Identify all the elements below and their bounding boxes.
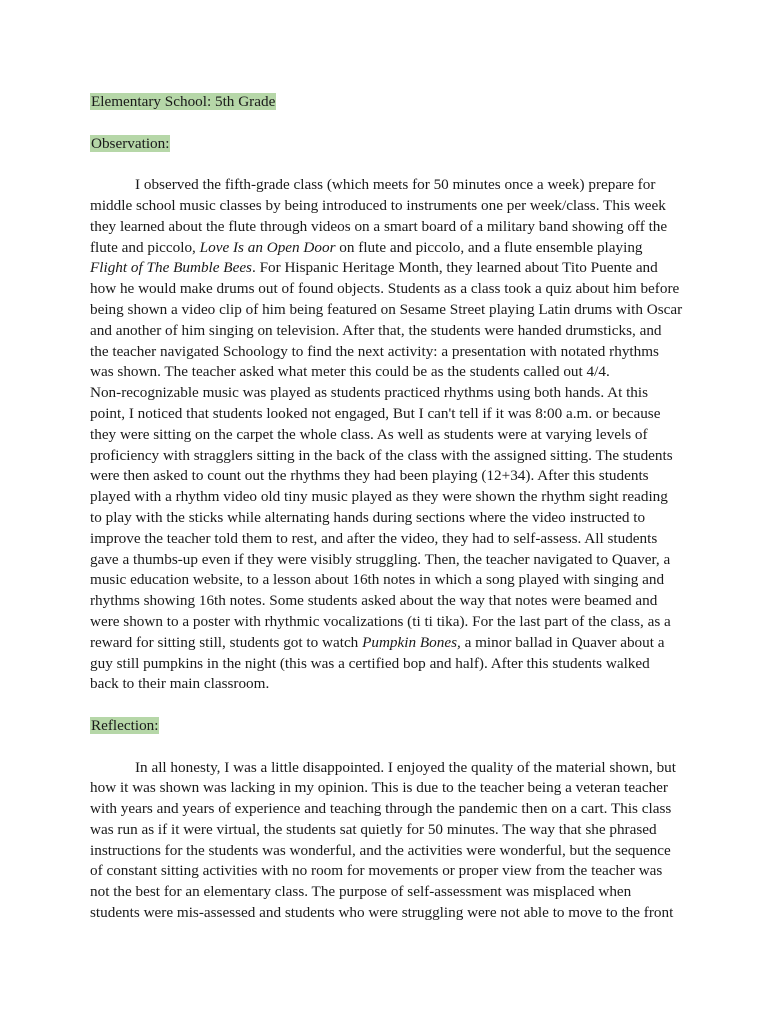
paragraph-line: students were mis-assessed and students who were struggling were not able to move to the front xyxy=(90,904,674,922)
spacer xyxy=(90,113,686,134)
paragraph-line: back to their main classroom. xyxy=(90,675,270,693)
paragraph-line: were shown to a poster with rhythmic vocalizations (ti ti tika). For the last part of the class, as a xyxy=(90,612,671,630)
paragraph-line: reward for sitting still, students got to watch Pumpkin Bones, a minor ballad in Quaver about a xyxy=(90,633,665,651)
document-heading xyxy=(90,92,686,113)
reflection-paragraph xyxy=(90,758,686,924)
paragraph-line: of constant sitting activities with no room for movements or proper view from the teacher was xyxy=(90,862,663,880)
paragraph-line: the teacher navigated Schoology to find the next activity: a presentation with notated rhythms xyxy=(90,342,659,360)
reflection-heading xyxy=(90,716,686,737)
paragraph-line: proficiency with stragglers sitting in the back of the class with the assigned sitting. The students xyxy=(90,446,673,464)
observation-paragraph xyxy=(90,175,686,695)
italic-title: Pumpkin Bones, xyxy=(362,633,461,651)
paragraph-line: Non-recognizable music was played as students practiced rhythms using both hands. At this xyxy=(90,384,649,402)
paragraph-line: how he would make drums out of found objects. Students as a class took a quiz about him before xyxy=(90,280,680,298)
paragraph-line: improve the teacher told them to rest, and after the video, they had to self-assess. All students xyxy=(90,529,658,547)
paragraph-line: was run as if it were virtual, the students sat quietly for 50 minutes. The way that she phrased xyxy=(90,820,657,838)
spacer xyxy=(90,695,686,716)
paragraph-line: middle school music classes by being introduced to instruments one per week/class. This week xyxy=(90,196,666,214)
observation-heading-text: Observation: xyxy=(91,134,170,152)
paragraph-line: gave a thumbs-up even if they were visibly struggling. Then, the teacher navigated to Quaver, a xyxy=(90,550,671,568)
paragraph-line: instructions for the students was wonderful, and the activities were wonderful, but the sequence xyxy=(90,841,671,859)
spacer xyxy=(90,154,686,175)
paragraph-line: was shown. The teacher asked what meter this could be as the students called out 4/4. xyxy=(90,363,610,381)
paragraph-line: rhythms showing 16th notes. Some students asked about the way that notes were beamed and xyxy=(90,592,658,610)
paragraph-line: flute and piccolo, Love Is an Open Door on flute and piccolo, and a flute ensemble playing xyxy=(90,238,643,256)
document-page xyxy=(90,92,686,924)
paragraph-line: In all honesty, I was a little disappointed. I enjoyed the quality of the material shown, but xyxy=(135,758,676,776)
paragraph-line: I observed the fifth-grade class (which meets for 50 minutes once a week) prepare for xyxy=(135,176,656,194)
document-heading-text: Elementary School: 5th Grade xyxy=(91,93,276,110)
paragraph-line: to play with the sticks while alternating hands during sections where the video instructed to xyxy=(90,508,646,526)
paragraph-line: were then asked to count out the rhythms they had been playing (12+34). After this students xyxy=(90,467,649,485)
observation-heading xyxy=(90,134,686,155)
paragraph-line: not the best for an elementary class. The purpose of self-assessment was misplaced when xyxy=(90,883,632,901)
reflection-heading-text: Reflection: xyxy=(91,716,159,734)
paragraph-line: with years and years of experience and teaching through the pandemic then on a cart. This class xyxy=(90,800,672,818)
paragraph-line: and another of him singing on television. After that, the students were handed drumsticks, and xyxy=(90,321,662,339)
paragraph-line: being shown a video clip of him being featured on Sesame Street playing Latin drums with Oscar xyxy=(90,300,683,318)
paragraph-line: how it was shown was lacking in my opinion. This is due to the teacher being a veteran teacher xyxy=(90,779,668,797)
paragraph-line: they were sitting on the carpet the whole class. As well as students were at varying levels of xyxy=(90,425,648,443)
italic-title: Flight of The Bumble Bees xyxy=(90,259,252,277)
paragraph-line: they learned about the flute through videos on a smart board of a military band showing off the xyxy=(90,217,668,235)
italic-title: Love Is an Open Door xyxy=(199,238,336,256)
paragraph-line: Flight of The Bumble Bees. For Hispanic Heritage Month, they learned about Tito Puente and xyxy=(90,259,658,277)
paragraph-line: point, I noticed that students looked not engaged, But I can't tell if it was 8:00 a.m. or because xyxy=(90,404,661,422)
paragraph-line: played with a rhythm video old tiny music played as they were shown the rhythm sight reading xyxy=(90,488,668,506)
paragraph-line: music education website, to a lesson about 16th notes in which a song played with singing and xyxy=(90,571,665,589)
spacer xyxy=(90,737,686,758)
paragraph-line: guy still pumpkins in the night (this was a certified bop and half). After this students walked xyxy=(90,654,650,672)
